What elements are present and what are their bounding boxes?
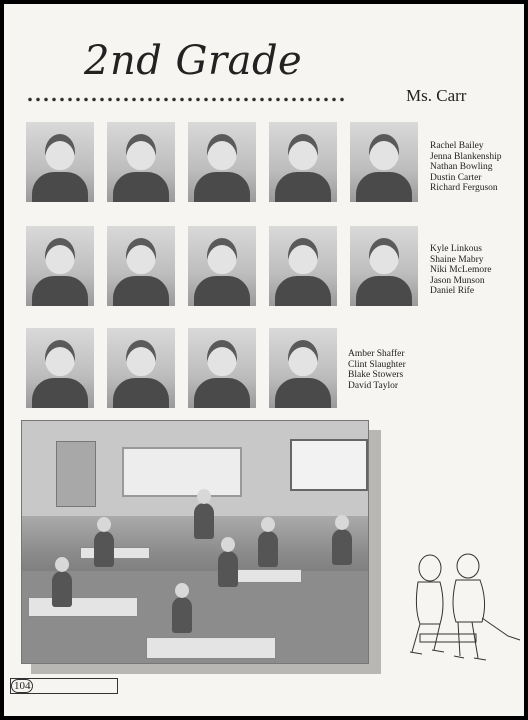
student-photo xyxy=(107,328,175,408)
student-photo xyxy=(188,226,256,306)
photo-shadow xyxy=(369,430,381,674)
teacher-name: Ms. Carr xyxy=(406,86,467,105)
page-title: 2nd Grade xyxy=(84,38,303,84)
student-photo xyxy=(107,226,175,306)
student-name: Kyle Linkous xyxy=(430,244,482,254)
student-name: Clint Slaughter xyxy=(348,359,406,370)
student-name: Richard Ferguson xyxy=(430,183,498,194)
student-name: Daniel Rife xyxy=(430,286,475,297)
student-photo xyxy=(350,226,418,306)
student-photo xyxy=(269,122,337,202)
photo-shadow xyxy=(31,664,381,674)
page-number: 104 xyxy=(14,680,31,692)
student-photo xyxy=(269,226,337,306)
student-photo xyxy=(269,328,337,408)
student-names-row-3 xyxy=(348,349,406,391)
student-photo xyxy=(26,122,94,202)
student-name: Dustin Carter xyxy=(430,172,482,183)
student-name: Jenna Blankenship xyxy=(430,151,502,162)
student-name: David Taylor xyxy=(348,380,399,391)
student-photo xyxy=(26,328,94,408)
student-name: Blake Stowers xyxy=(348,370,404,381)
student-names-row-1 xyxy=(430,141,502,194)
classroom-photo xyxy=(21,420,369,664)
yearbook-page xyxy=(4,4,524,716)
student-photo xyxy=(26,226,94,306)
student-photo xyxy=(188,122,256,202)
student-name: Amber Shaffer xyxy=(348,349,405,359)
student-photo xyxy=(107,122,175,202)
student-name: Rachel Bailey xyxy=(430,141,484,151)
student-name: Shaine Mabry xyxy=(430,254,484,265)
student-names-row-2 xyxy=(430,244,491,297)
student-photo xyxy=(188,328,256,408)
student-name: Niki McLemore xyxy=(430,265,492,276)
page-number-box xyxy=(10,678,118,694)
student-name: Jason Munson xyxy=(430,275,485,286)
dotted-divider xyxy=(26,97,346,102)
student-name: Nathan Bowling xyxy=(430,162,493,173)
children-sketch-illustration xyxy=(400,548,524,668)
student-photo xyxy=(350,122,418,202)
